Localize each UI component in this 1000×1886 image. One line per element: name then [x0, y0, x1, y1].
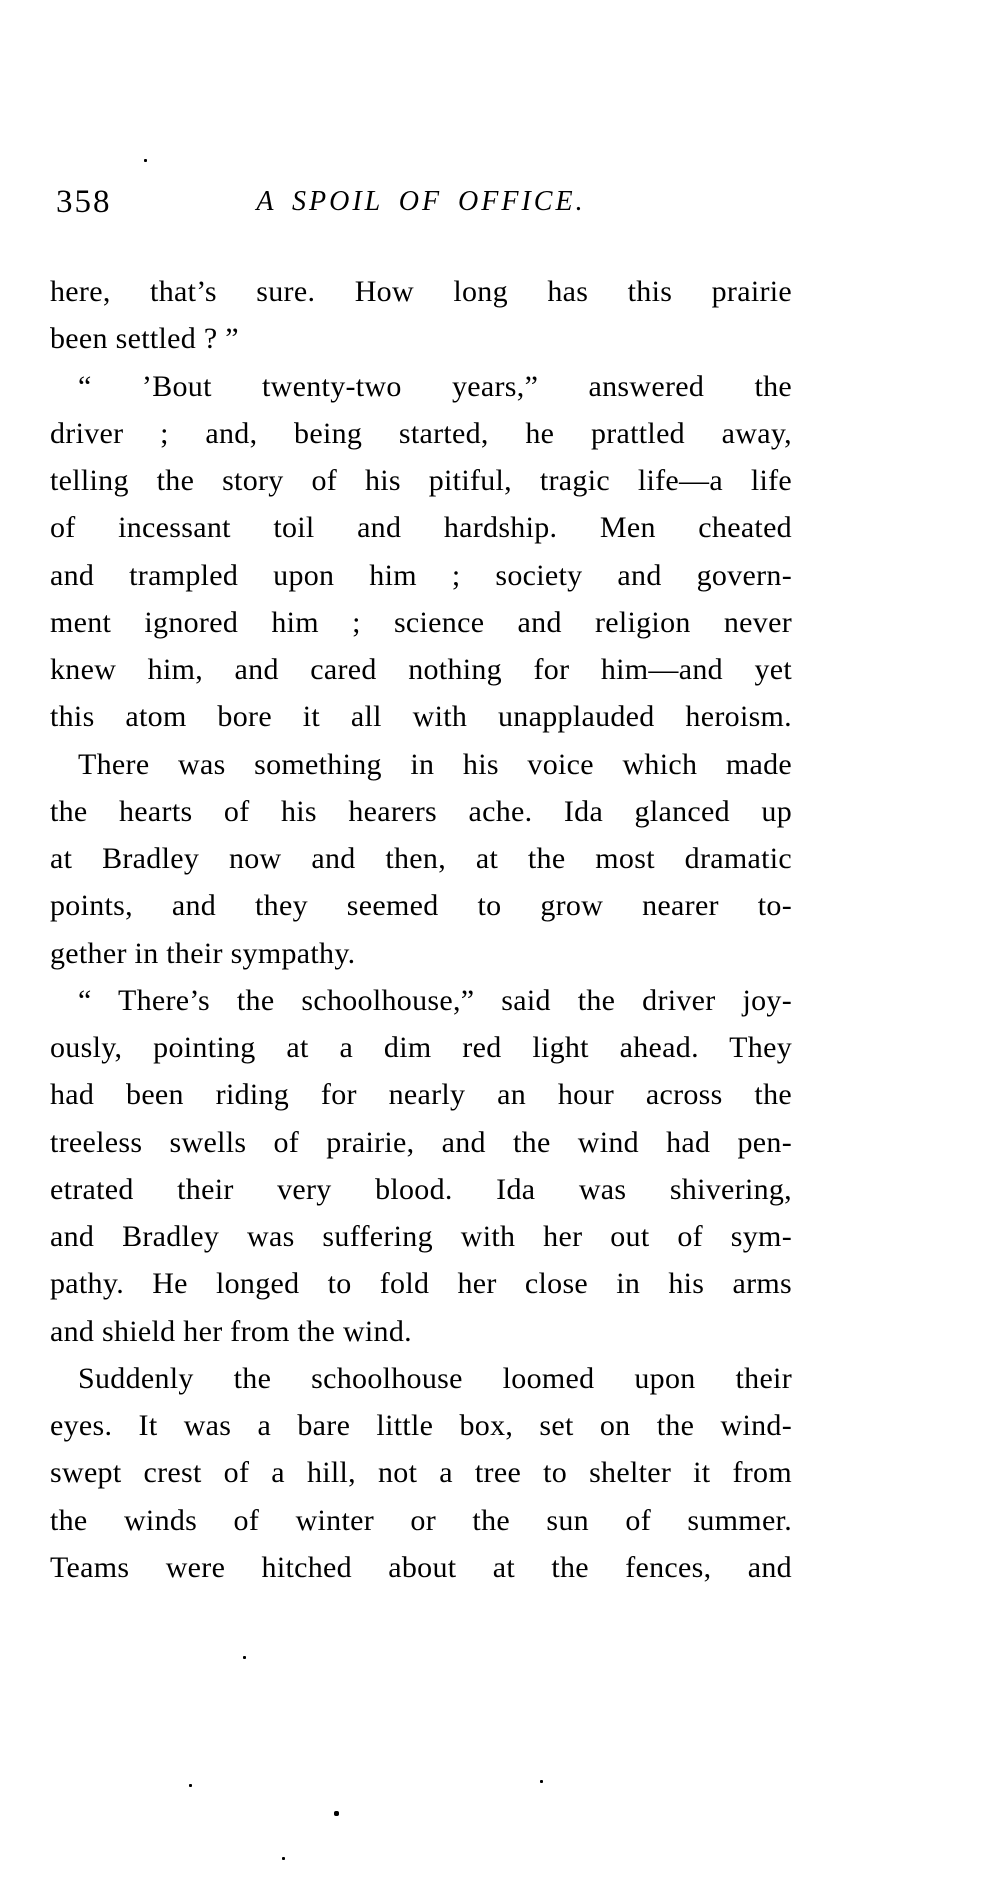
text-line: “ There’s the schoolhouse,” said the driver joy- [78, 983, 792, 1017]
scan-speck [334, 1811, 339, 1816]
text-line: knew him, and cared nothing for him—and yet [50, 653, 792, 686]
text-line: and shield her from the wind. [50, 1314, 412, 1348]
text-line: been settled ? ” [50, 322, 239, 356]
text-line: the hearts of his hearers ache. Ida glanced up [50, 794, 792, 828]
scan-speck [189, 1784, 192, 1787]
text-line: swept crest of a hill, not a tree to shelter it from [50, 1456, 792, 1490]
text-line: gether in their sympathy. [50, 936, 356, 970]
text-line: here, that’s sure. How long has this prairie [50, 275, 792, 308]
scan-speck [540, 1780, 543, 1783]
text-line: treeless swells of prairie, and the wind had pen- [50, 1125, 792, 1159]
text-line: “ ’Bout twenty-two years,” answered the [78, 369, 792, 403]
text-line: telling the story of his pitiful, tragic life—a life [50, 464, 792, 497]
text-line: points, and they seemed to grow nearer to- [50, 889, 792, 923]
text-line: and trampled upon him ; society and govern- [50, 558, 792, 592]
page-number: 358 [56, 184, 112, 220]
text-line: There was something in his voice which made [78, 747, 792, 781]
text-line: at Bradley now and then, at the most dramatic [50, 842, 792, 875]
text-line: etrated their very blood. Ida was shivering, [50, 1172, 792, 1206]
text-line: pathy. He longed to fold her close in his arms [50, 1267, 792, 1301]
text-line: ment ignored him ; science and religion never [50, 605, 792, 639]
text-line: and Bradley was suffering with her out of sym- [50, 1220, 792, 1253]
text-line: had been riding for nearly an hour across the [50, 1078, 792, 1112]
text-line: of incessant toil and hardship. Men cheated [50, 511, 792, 545]
page-header [50, 184, 792, 226]
text-line: Suddenly the schoolhouse loomed upon their [78, 1361, 792, 1395]
running-title: A SPOIL OF OFFICE. [256, 186, 586, 217]
scan-speck [144, 159, 147, 162]
text-line: ously, pointing at a dim red light ahead. They [50, 1031, 792, 1064]
scan-speck [282, 1857, 285, 1860]
text-line: driver ; and, being started, he prattled away, [50, 416, 792, 450]
text-line: the winds of winter or the sun of summer. [50, 1503, 792, 1537]
scan-speck [243, 1656, 246, 1659]
text-line: Teams were hitched about at the fences, and [50, 1550, 792, 1584]
body-text [50, 268, 792, 1591]
text-line: eyes. It was a bare little box, set on the wind- [50, 1409, 792, 1442]
text-line: this atom bore it all with unapplauded heroism. [50, 700, 792, 734]
